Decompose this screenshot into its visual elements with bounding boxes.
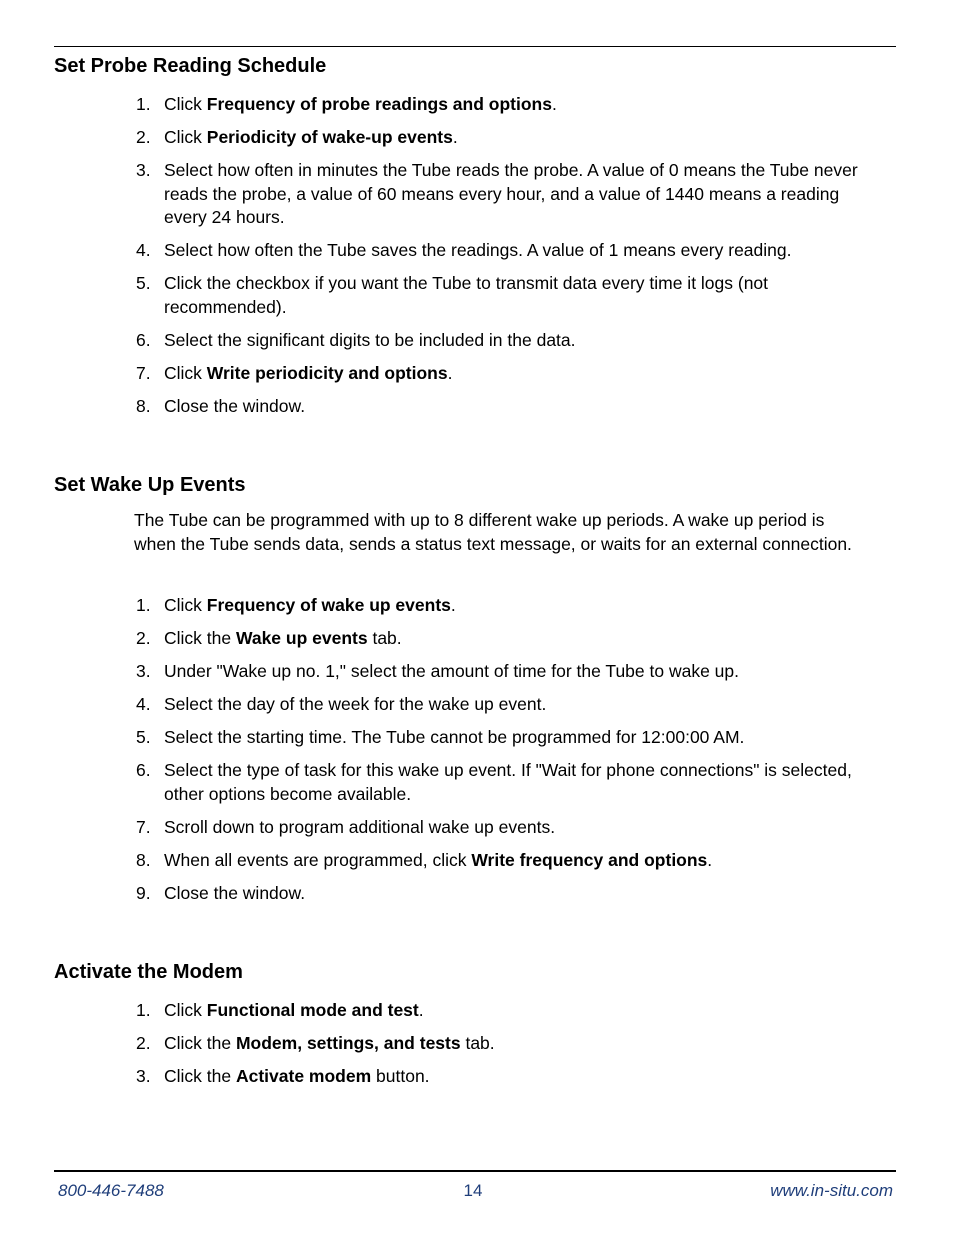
list-item: 4. Select how often the Tube saves the readings. A value of 1 means every reading. bbox=[136, 240, 792, 260]
list-item: 1. Click Frequency of wake up events. bbox=[136, 595, 456, 615]
list-item: 7. Scroll down to program additional wake up events. bbox=[136, 816, 556, 837]
activate-modem-steps bbox=[134, 999, 864, 1098]
list-item: 7. Click Write periodicity and options. bbox=[136, 362, 453, 383]
list-item: 8. When all events are programmed, click Write frequency and options. bbox=[136, 849, 713, 870]
list-item: 9. Close the window. bbox=[136, 882, 306, 903]
list-item: 4. Select the day of the week for the wake up event. bbox=[136, 694, 547, 714]
list-item: 1. Click Frequency of probe readings and options. bbox=[136, 94, 557, 114]
list-item: 2. Click the Modem, settings, and tests tab. bbox=[136, 1033, 495, 1053]
list-item: 8. Close the window. bbox=[136, 395, 306, 416]
list-item: 3. Under "Wake up no. 1," select the amount of time for the Tube to wake up. bbox=[136, 661, 740, 681]
list-item: 2. Click Periodicity of wake-up events. bbox=[136, 127, 458, 147]
list-item: 6. Select the type of task for this wake up event. If "Wait for phone connections" is selected, other options become available. bbox=[136, 760, 852, 804]
list-item: 5. Click the checkbox if you want the Tube to transmit data every time it logs (not recommended). bbox=[136, 273, 769, 317]
section-heading-probe-schedule: Set Probe Reading Schedule bbox=[54, 55, 327, 77]
footer-rule bbox=[54, 1170, 896, 1172]
list-item: 5. Select the starting time. The Tube cannot be programmed for 12:00:00 AM. bbox=[136, 727, 745, 747]
list-item: 2. Click the Wake up events tab. bbox=[136, 628, 402, 648]
footer-phone: 800-446-7488 bbox=[58, 1181, 164, 1200]
section-heading-wake-up-events: Set Wake Up Events bbox=[54, 474, 246, 496]
footer-website-link[interactable]: www.in-situ.com bbox=[770, 1181, 893, 1200]
header-rule bbox=[54, 46, 896, 47]
list-item: 6. Select the significant digits to be included in the data. bbox=[136, 329, 576, 350]
wake-up-intro: The Tube can be programmed with up to 8 different wake up periods. A wake up period is when the Tube sends data, sends a status text message, or waits for an external connection. bbox=[134, 510, 852, 554]
probe-schedule-steps bbox=[134, 93, 864, 428]
list-item: 3. Click the Activate modem button. bbox=[136, 1066, 430, 1086]
list-item: 1. Click Functional mode and test. bbox=[136, 1000, 424, 1020]
footer-page-number: 14 bbox=[463, 1181, 483, 1200]
list-item: 3. Select how often in minutes the Tube reads the probe. A value of 0 means the Tube never reads the probe, a value of 60 means every hour, and a value of 1440 means a reading every 24 hours. bbox=[136, 160, 858, 227]
section-heading-activate-modem: Activate the Modem bbox=[54, 961, 243, 983]
wake-up-steps bbox=[134, 594, 864, 915]
